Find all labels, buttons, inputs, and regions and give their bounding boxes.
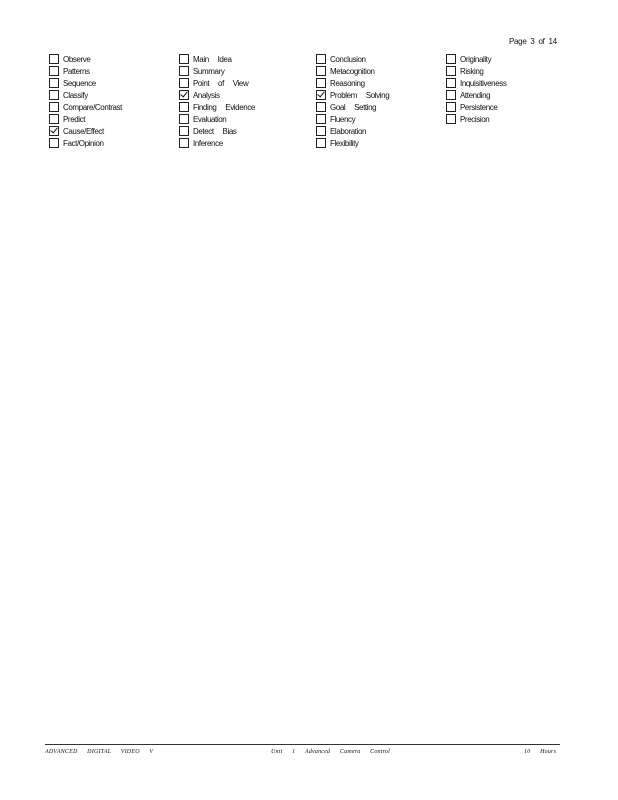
checkbox-label: Fact/Opinion [63, 138, 104, 148]
checkbox-label: Precision [460, 114, 490, 124]
checkbox-box[interactable] [179, 138, 189, 148]
checkbox-box[interactable] [179, 90, 189, 100]
checkbox-label: Persistence [460, 102, 498, 112]
checkbox-fluency[interactable] [316, 113, 389, 125]
checkbox-label: Metacognition [330, 66, 375, 76]
footer-hours: 10 Hours [524, 749, 557, 755]
checkbox-label: Cause/Effect [63, 126, 104, 136]
checkbox-risking[interactable] [446, 65, 506, 77]
checkbox-persistence[interactable] [446, 101, 506, 113]
checkbox-box[interactable] [49, 102, 59, 112]
checkbox-label: Patterns [63, 66, 90, 76]
checkbox-box[interactable] [49, 138, 59, 148]
checkbox-box[interactable] [446, 90, 456, 100]
checkbox-box[interactable] [49, 66, 59, 76]
checkbox-box[interactable] [179, 78, 189, 88]
checkbox-box[interactable] [446, 66, 456, 76]
checkbox-box[interactable] [316, 90, 326, 100]
checkbox-attending[interactable] [446, 89, 506, 101]
checkbox-problem-solving[interactable] [316, 89, 389, 101]
checkbox-box[interactable] [316, 126, 326, 136]
checkbox-label: Predict [63, 114, 86, 124]
checkbox-inquisitiveness[interactable] [446, 77, 506, 89]
checkbox-classify[interactable] [49, 89, 122, 101]
skills-column-4 [446, 53, 506, 125]
checkbox-originality[interactable] [446, 53, 506, 65]
checkbox-label: Main Idea [193, 54, 232, 64]
checkbox-elaboration[interactable] [316, 125, 389, 137]
checkbox-conclusion[interactable] [316, 53, 389, 65]
checkbox-evaluation[interactable] [179, 113, 255, 125]
checkbox-patterns[interactable] [49, 65, 122, 77]
checkbox-label: Inquisitiveness [460, 78, 507, 88]
checkbox-finding-evidence[interactable] [179, 101, 255, 113]
checkbox-label: Originality [460, 54, 492, 64]
checkbox-fact-opinion[interactable] [49, 137, 122, 149]
checkbox-predict[interactable] [49, 113, 122, 125]
checkbox-compare-contrast[interactable] [49, 101, 122, 113]
checkbox-box[interactable] [316, 54, 326, 64]
checkbox-label: Attending [460, 90, 491, 100]
checkbox-box[interactable] [446, 78, 456, 88]
checkbox-box[interactable] [316, 102, 326, 112]
checkbox-box[interactable] [316, 138, 326, 148]
checkbox-box[interactable] [49, 54, 59, 64]
checkbox-label: Risking [460, 66, 484, 76]
checkbox-box[interactable] [179, 126, 189, 136]
checkbox-main-idea[interactable] [179, 53, 255, 65]
checkbox-box[interactable] [49, 90, 59, 100]
checkbox-label: Compare/Contrast [63, 102, 122, 112]
footer-unit-title: Unit 1 Advanced Camera Control [271, 749, 390, 755]
checkbox-label: Classify [63, 90, 88, 100]
checkbox-analysis[interactable] [179, 89, 255, 101]
checkbox-sequence[interactable] [49, 77, 122, 89]
checkbox-label: Analysis [193, 90, 220, 100]
checkbox-box[interactable] [316, 66, 326, 76]
checkbox-inference[interactable] [179, 137, 255, 149]
page-number: Page 3 of 14 [509, 37, 557, 46]
checkbox-box[interactable] [179, 66, 189, 76]
skills-column-2 [179, 53, 255, 149]
skills-column-1 [49, 53, 122, 149]
checkbox-metacognition[interactable] [316, 65, 389, 77]
checkbox-observe[interactable] [49, 53, 122, 65]
checkbox-precision[interactable] [446, 113, 506, 125]
checkbox-label: Problem Solving [330, 90, 390, 100]
checkbox-box[interactable] [49, 114, 59, 124]
checkbox-box[interactable] [49, 126, 59, 136]
checkbox-box[interactable] [179, 102, 189, 112]
checkbox-label: Summary [193, 66, 225, 76]
checkbox-box[interactable] [49, 78, 59, 88]
checkbox-cause-effect[interactable] [49, 125, 122, 137]
checkbox-label: Goal Setting [330, 102, 377, 112]
footer-course-title: ADVANCED DIGITAL VIDEO V [45, 749, 154, 755]
checkbox-point-of-view[interactable] [179, 77, 255, 89]
checkbox-label: Fluency [330, 114, 356, 124]
checkbox-label: Elaboration [330, 126, 367, 136]
checkbox-label: Sequence [63, 78, 96, 88]
checkbox-flexibility[interactable] [316, 137, 389, 149]
checkbox-label: Detect Bias [193, 126, 237, 136]
checkbox-label: Finding Evidence [193, 102, 255, 112]
checkbox-summary[interactable] [179, 65, 255, 77]
checkbox-label: Conclusion [330, 54, 366, 64]
checkbox-label: Reasoning [330, 78, 365, 88]
checkbox-box[interactable] [179, 54, 189, 64]
checkbox-label: Observe [63, 54, 91, 64]
checkbox-label: Inference [193, 138, 223, 148]
footer-divider [45, 744, 560, 745]
checkbox-box[interactable] [316, 114, 326, 124]
checkbox-box[interactable] [446, 114, 456, 124]
checkbox-box[interactable] [446, 102, 456, 112]
checkbox-box[interactable] [316, 78, 326, 88]
skills-column-3 [316, 53, 389, 149]
checkbox-goal-setting[interactable] [316, 101, 389, 113]
checkbox-label: Evaluation [193, 114, 227, 124]
checkbox-label: Point of View [193, 78, 249, 88]
checkbox-label: Flexibility [330, 138, 359, 148]
checkbox-reasoning[interactable] [316, 77, 389, 89]
checkbox-box[interactable] [179, 114, 189, 124]
checkbox-detect-bias[interactable] [179, 125, 255, 137]
checkbox-box[interactable] [446, 54, 456, 64]
